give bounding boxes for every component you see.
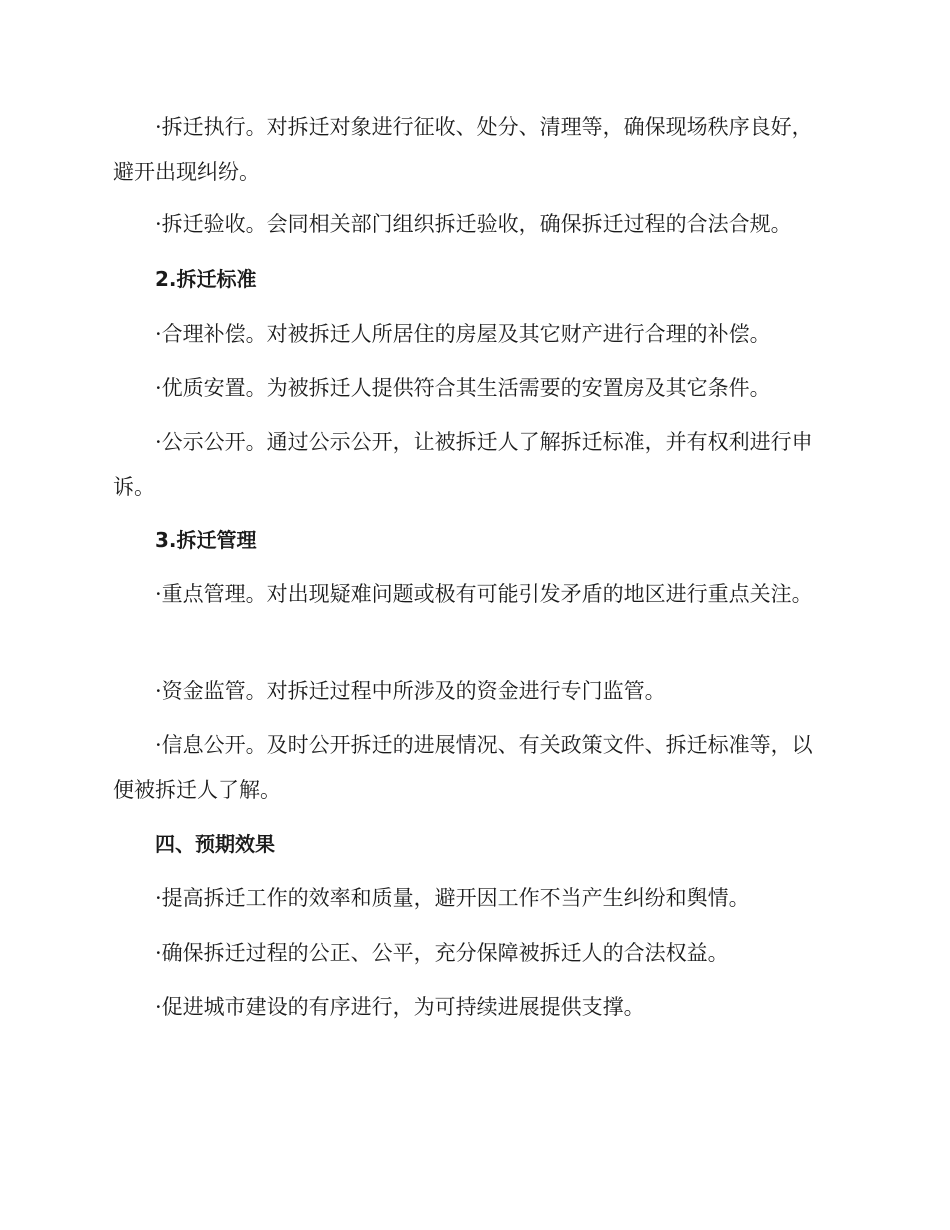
paragraph-demolition-acceptance: ·拆迁验收。会同相关部门组织拆迁验收，确保拆迁过程的合法合规。 xyxy=(155,212,792,236)
paragraph-quality-resettlement: ·优质安置。为被拆迁人提供符合其生活需要的安置房及其它条件。 xyxy=(155,376,771,400)
paragraph-fairness: ·确保拆迁过程的公正、公平，充分保障被拆迁人的合法权益。 xyxy=(155,941,729,965)
section-heading-demolition-standards: 2.拆迁标准 xyxy=(155,267,257,291)
paragraph-efficiency-quality: ·提高拆迁工作的效率和质量，避开因工作不当产生纠纷和舆情。 xyxy=(155,886,750,910)
paragraph-fund-supervision: ·资金监管。对拆迁过程中所涉及的资金进行专门监管。 xyxy=(155,679,666,703)
section-heading-demolition-management: 3.拆迁管理 xyxy=(155,528,257,552)
paragraph-public-disclosure: ·公示公开。通过公示公开，让被拆迁人了解拆迁标准，并有权利进行申诉。 xyxy=(113,430,813,499)
section-heading-expected-results: 四、预期效果 xyxy=(155,832,275,856)
paragraph-urban-development: ·促进城市建设的有序进行，为可持续进展提供支撑。 xyxy=(155,995,645,1019)
paragraph-reasonable-compensation: ·合理补偿。对被拆迁人所居住的房屋及其它财产进行合理的补偿。 xyxy=(155,322,771,346)
paragraph-information-disclosure: ·信息公开。及时公开拆迁的进展情况、有关政策文件、拆迁标准等，以便被拆迁人了解。 xyxy=(113,733,813,802)
paragraph-key-management: ·重点管理。对出现疑难问题或极有可能引发矛盾的地区进行重点关注。 xyxy=(155,582,813,606)
paragraph-demolition-execution: ·拆迁执行。对拆迁对象进行征收、处分、清理等，确保现场秩序良好，避开出现纠纷。 xyxy=(113,115,813,184)
